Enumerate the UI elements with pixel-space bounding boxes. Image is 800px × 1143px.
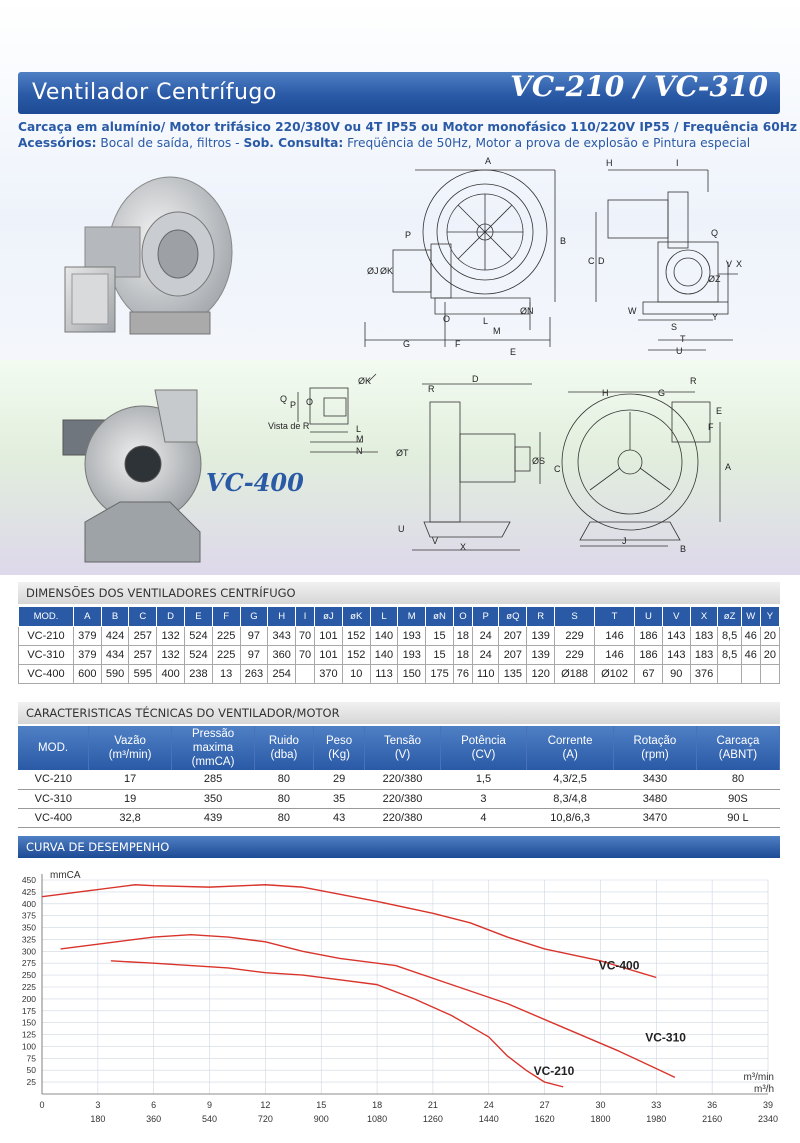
y-tick-label: 350 [21, 922, 36, 933]
x-tick-label: 3 [95, 1100, 101, 1110]
table-cell: 140 [370, 627, 398, 646]
dim-label-s: S [671, 322, 678, 332]
x2-tick-label: 1980 [646, 1114, 667, 1124]
table-cell: 220/380 [365, 808, 440, 827]
y-tick-label: 50 [26, 1065, 36, 1076]
dim-label-v400: V [432, 536, 439, 546]
table-cell: VC-310 [19, 646, 74, 665]
table-cell: 90 [662, 665, 690, 684]
x-tick-label: 12 [260, 1100, 271, 1110]
table-cell: 524 [185, 646, 213, 665]
y-tick-label: 275 [21, 958, 36, 969]
table-cell: VC-210 [18, 770, 89, 789]
dim-label-x: X [736, 259, 743, 269]
dim-label-b400: B [680, 544, 687, 554]
table-cell: 285 [172, 770, 255, 789]
x2-tick-label: 1620 [534, 1114, 555, 1124]
table-cell: 590 [101, 665, 129, 684]
y-tick-label: 200 [21, 993, 36, 1004]
dim-header-cell: Y [760, 607, 779, 627]
table-cell: 120 [527, 665, 555, 684]
table-row [19, 627, 780, 646]
table-cell: 225 [212, 646, 240, 665]
table-cell: 1,5 [440, 770, 527, 789]
table-cell: 434 [101, 646, 129, 665]
dim-label-x400: X [460, 542, 467, 552]
x2-tick-label: 720 [257, 1114, 273, 1124]
table-cell: 225 [212, 627, 240, 646]
dim-label-a: A [485, 156, 492, 166]
tech-header-cell: Potência (CV) [440, 726, 527, 770]
vc-400-outlet-drawing [268, 372, 388, 462]
dim-header-cell: øJ [315, 607, 343, 627]
dim-header-cell: D [157, 607, 185, 627]
x2-tick-label: 180 [90, 1114, 106, 1124]
dimensions-header-row [19, 607, 780, 627]
table-cell: 150 [398, 665, 426, 684]
tech-header-cell: Vazão (m³/min) [89, 726, 172, 770]
x-tick-label: 24 [483, 1100, 494, 1110]
x2-tick-label: 1260 [422, 1114, 443, 1124]
series-label-vc-310: VC-310 [645, 1030, 686, 1045]
dim-header-cell: MOD. [19, 607, 74, 627]
dim-label-p: P [405, 230, 412, 240]
x-tick-label: 33 [651, 1100, 662, 1110]
x2-tick-label: 2160 [702, 1114, 723, 1124]
table-cell: 186 [635, 646, 663, 665]
dim-label-g400: G [658, 388, 666, 398]
dim-label-a400: A [725, 462, 732, 472]
table-cell: VC-400 [19, 665, 74, 684]
dim-label-os400: ØS [532, 456, 546, 466]
tech-header-cell: Rotação (rpm) [613, 726, 696, 770]
vc-210-front-drawing [355, 152, 580, 360]
table-cell: VC-210 [19, 627, 74, 646]
table-cell: 152 [342, 646, 370, 665]
dim-label-g: G [403, 339, 411, 349]
table-cell: 139 [527, 646, 555, 665]
dim-label-on: ØN [520, 306, 534, 316]
table-cell: 29 [313, 770, 365, 789]
table-cell: 8,5 [718, 646, 741, 665]
table-cell: 19 [89, 789, 172, 808]
table-cell: 146 [595, 627, 635, 646]
x-tick-label: 36 [707, 1100, 718, 1110]
table-cell: 229 [555, 627, 595, 646]
dim-label-f400: F [708, 422, 714, 432]
x-tick-label: 39 [762, 1100, 774, 1110]
table-cell: 3480 [613, 789, 696, 808]
table-cell: 10,8/6,3 [527, 808, 614, 827]
table-cell: 229 [555, 646, 595, 665]
tech-header-cell: Corrente (A) [527, 726, 614, 770]
tech-header-cell: Pressão maxima (mmCA) [172, 726, 255, 770]
y-tick-label: 300 [21, 946, 36, 957]
table-cell: 35 [313, 789, 365, 808]
y-tick-label: 150 [21, 1017, 36, 1028]
table-cell: 257 [129, 646, 157, 665]
table-cell: 132 [157, 627, 185, 646]
tech-header-cell: Tensão (V) [365, 726, 440, 770]
y-axis-label: mmCA [50, 870, 81, 881]
dim-header-cell: G [240, 607, 268, 627]
dim-label-c: C [588, 256, 595, 266]
dim-label-b: B [560, 236, 567, 246]
table-cell: 3430 [613, 770, 696, 789]
x-tick-label: 18 [372, 1100, 383, 1110]
table-cell: 143 [662, 646, 690, 665]
dim-label-l400: L [356, 424, 362, 434]
dim-label-oj: ØJ [367, 266, 379, 276]
table-cell: 600 [73, 665, 101, 684]
table-cell: 207 [499, 646, 527, 665]
dim-header-cell: øZ [718, 607, 741, 627]
dim-header-cell: R [527, 607, 555, 627]
tech-header-cell: Carcaça (ABNT) [696, 726, 779, 770]
table-cell: Ø188 [555, 665, 595, 684]
table-cell: 4,3/2,5 [527, 770, 614, 789]
dimensions-table [18, 606, 780, 684]
vc-400-model-label: VC-400 [206, 468, 304, 497]
dim-label-ok: ØK [380, 266, 394, 276]
dim-label-u: U [676, 346, 683, 356]
dim-header-cell: øQ [499, 607, 527, 627]
table-cell: 132 [157, 646, 185, 665]
table-cell: 350 [172, 789, 255, 808]
dim-header-cell: E [185, 607, 213, 627]
dim-label-r400b: R [690, 376, 697, 386]
table-cell: 24 [472, 627, 499, 646]
x2-tick-label: 540 [202, 1114, 218, 1124]
table-cell: 220/380 [365, 770, 440, 789]
table-cell: 80 [255, 808, 314, 827]
table-cell: 17 [89, 770, 172, 789]
x-tick-label: 21 [427, 1100, 438, 1110]
table-cell: 70 [296, 646, 315, 665]
accessories-label: Acessórios: [18, 136, 97, 150]
x-tick-label: 9 [207, 1100, 213, 1110]
y-tick-label: 250 [21, 970, 36, 981]
dim-label-d: D [598, 256, 605, 266]
table-cell: 238 [185, 665, 213, 684]
y-tick-label: 125 [21, 1029, 36, 1040]
y-tick-label: 175 [21, 1005, 36, 1016]
table-cell: 18 [453, 627, 472, 646]
dim-label-ok400: ØK [358, 376, 372, 386]
consult-text: Freqüência de 50Hz, Motor a prova de explosão e Pintura especial [343, 136, 751, 150]
x2-tick-label: 1800 [590, 1114, 611, 1124]
series-label-vc-210: VC-210 [533, 1063, 575, 1078]
vc-400-front-drawing [550, 372, 750, 557]
vc-210-product-photo [60, 172, 235, 342]
dim-label-d400: D [472, 374, 479, 384]
x2-tick-label: 1440 [478, 1114, 499, 1124]
x-tick-label: 0 [39, 1100, 45, 1110]
technical-header-row [18, 726, 780, 770]
dim-header-cell: W [741, 607, 760, 627]
dim-label-c400: C [554, 464, 561, 474]
table-cell: 101 [315, 646, 343, 665]
table-cell: 257 [129, 627, 157, 646]
table-cell: 183 [690, 646, 718, 665]
dim-label-l: L [483, 316, 489, 326]
table-cell: 67 [635, 665, 663, 684]
table-cell: 90S [696, 789, 779, 808]
table-cell: 254 [268, 665, 296, 684]
table-cell: 46 [741, 646, 760, 665]
dim-label-m400: M [356, 434, 364, 444]
technical-table [18, 726, 780, 828]
dim-header-cell: H [268, 607, 296, 627]
model-title: VC-210 / VC-310 [510, 70, 768, 103]
table-cell: 376 [690, 665, 718, 684]
table-cell: 370 [315, 665, 343, 684]
dim-header-cell: V [662, 607, 690, 627]
table-cell: 46 [741, 627, 760, 646]
table-cell: 379 [73, 646, 101, 665]
dim-header-cell: T [595, 607, 635, 627]
dim-label-h400: H [602, 388, 609, 398]
series-label-vc-400: VC-400 [598, 958, 640, 973]
dim-label-f: F [455, 339, 461, 349]
table-cell: 193 [398, 627, 426, 646]
dim-label-w: W [628, 306, 637, 316]
table-cell: 424 [101, 627, 129, 646]
dim-label-j400: J [622, 536, 627, 546]
table-cell: Ø102 [595, 665, 635, 684]
performance-curve-chart [0, 858, 800, 1143]
y-tick-label: 225 [21, 982, 36, 992]
table-cell: 80 [255, 789, 314, 808]
table-cell: 3 [440, 789, 527, 808]
table-cell: 439 [172, 808, 255, 827]
dim-header-cell: U [635, 607, 663, 627]
table-row [19, 665, 780, 684]
table-row [18, 808, 780, 827]
table-cell: 263 [240, 665, 268, 684]
x-tick-label: 6 [151, 1100, 157, 1110]
table-cell: 379 [73, 627, 101, 646]
table-cell: VC-310 [18, 789, 89, 808]
series-line-vc-310 [61, 935, 675, 1078]
table-cell: 524 [185, 627, 213, 646]
consult-label: Sob. Consulta: [243, 136, 344, 150]
x-tick-label: 27 [539, 1100, 550, 1110]
table-cell: 18 [453, 646, 472, 665]
table-cell: 80 [696, 770, 779, 789]
y-tick-label: 400 [21, 898, 36, 909]
dim-header-cell: P [472, 607, 499, 627]
dim-label-e: E [510, 347, 517, 357]
table-cell [760, 665, 779, 684]
dim-label-u400: U [398, 524, 405, 534]
tech-header-cell: Ruido (dba) [255, 726, 314, 770]
dim-header-cell: C [129, 607, 157, 627]
table-cell: 97 [240, 627, 268, 646]
description-line-2 [18, 136, 750, 150]
dim-header-cell: F [212, 607, 240, 627]
x2-tick-label: 900 [313, 1114, 329, 1124]
table-cell: 207 [499, 627, 527, 646]
table-row [19, 646, 780, 665]
table-cell: 400 [157, 665, 185, 684]
dimensions-section-title: DIMENSÕES DOS VENTILADORES CENTRÍFUGO [18, 582, 780, 604]
description-line-1: Carcaça em alumínio/ Motor trifásico 220/380V ou 4T IP55 ou Motor monofásico 110/220V IP55 / Frequência 60Hz [18, 120, 797, 134]
accessories-text: Bocal de saída, filtros - [96, 136, 244, 150]
table-cell: 183 [690, 627, 718, 646]
dim-label-v: V [726, 259, 733, 269]
tech-header-cell: Peso (Kg) [313, 726, 365, 770]
table-row [18, 770, 780, 789]
table-cell: 135 [499, 665, 527, 684]
table-cell: 4 [440, 808, 527, 827]
table-cell: 3470 [613, 808, 696, 827]
table-cell [718, 665, 741, 684]
dim-label-p400: P [290, 400, 297, 410]
table-cell: 193 [398, 646, 426, 665]
dim-label-e400: E [716, 406, 723, 416]
table-cell: 76 [453, 665, 472, 684]
dim-header-cell: B [101, 607, 129, 627]
table-cell: 143 [662, 627, 690, 646]
dim-label-o400: O [306, 397, 314, 407]
x-axis-label: m³/min [743, 1072, 774, 1083]
x2-tick-label: 2340 [757, 1114, 779, 1124]
dim-label-q400: Q [280, 394, 288, 404]
table-cell: 110 [472, 665, 499, 684]
dim-header-cell: øN [426, 607, 454, 627]
table-cell: 8,5 [718, 627, 741, 646]
dim-header-cell: X [690, 607, 718, 627]
table-cell: 10 [342, 665, 370, 684]
table-cell: 20 [760, 646, 779, 665]
table-cell: 146 [595, 646, 635, 665]
table-cell: 175 [426, 665, 454, 684]
dim-header-cell: O [453, 607, 472, 627]
y-tick-label: 25 [26, 1077, 36, 1088]
x2-tick-label: 360 [146, 1114, 162, 1124]
tech-header-cell: MOD. [18, 726, 89, 770]
dim-label-ot400: ØT [396, 448, 409, 458]
table-cell: 15 [426, 627, 454, 646]
table-cell [296, 665, 315, 684]
x-tick-label: 30 [595, 1100, 606, 1110]
table-cell: 101 [315, 627, 343, 646]
table-cell [741, 665, 760, 684]
dim-label-q: Q [711, 228, 719, 238]
page-title: Ventilador Centrífugo [32, 80, 277, 105]
table-cell: 140 [370, 646, 398, 665]
series-line-vc-210 [111, 961, 563, 1087]
table-cell: 13 [212, 665, 240, 684]
vista-r-label: Vista de R [268, 421, 310, 431]
curve-section-title: CURVA DE DESEMPENHO [18, 836, 780, 858]
table-cell: 20 [760, 627, 779, 646]
y-tick-label: 450 [21, 875, 36, 885]
table-cell: 15 [426, 646, 454, 665]
technical-section-title: CARACTERISTICAS TÉCNICAS DO VENTILADOR/MOTOR [18, 702, 780, 724]
vc-210-side-drawing [588, 152, 793, 360]
dim-label-h: H [606, 158, 613, 168]
table-cell: 80 [255, 770, 314, 789]
table-cell: VC-400 [18, 808, 89, 827]
x2-tick-label: 1080 [367, 1114, 388, 1124]
dim-header-cell: A [73, 607, 101, 627]
y-tick-label: 100 [21, 1041, 36, 1052]
dim-header-cell: M [398, 607, 426, 627]
y-tick-label: 425 [21, 886, 36, 897]
dim-header-cell: øK [342, 607, 370, 627]
table-cell: 24 [472, 646, 499, 665]
table-cell: 8,3/4,8 [527, 789, 614, 808]
table-cell: 97 [240, 646, 268, 665]
dim-header-cell: I [296, 607, 315, 627]
dim-label-n400: N [356, 446, 363, 456]
table-cell: 43 [313, 808, 365, 827]
table-cell: 595 [129, 665, 157, 684]
x-axis-label-2: m³/h [754, 1084, 774, 1095]
table-cell: 70 [296, 627, 315, 646]
table-cell: 90 L [696, 808, 779, 827]
vc-400-side-drawing [392, 372, 552, 557]
table-row [18, 789, 780, 808]
y-tick-label: 75 [26, 1053, 36, 1064]
table-cell: 152 [342, 627, 370, 646]
table-cell: 32,8 [89, 808, 172, 827]
table-cell: 139 [527, 627, 555, 646]
table-cell: 360 [268, 646, 296, 665]
dim-label-t: T [680, 334, 686, 344]
x-tick-label: 15 [316, 1100, 327, 1110]
dim-header-cell: S [555, 607, 595, 627]
dim-label-m: M [493, 326, 501, 336]
dim-header-cell: L [370, 607, 398, 627]
dim-label-o: O [443, 314, 451, 324]
dim-label-y: Y [712, 312, 719, 322]
table-cell: 186 [635, 627, 663, 646]
vc-400-product-photo [55, 382, 205, 570]
table-cell: 343 [268, 627, 296, 646]
table-cell: 113 [370, 665, 398, 684]
dim-label-r400: R [428, 384, 435, 394]
dim-label-oz: ØZ [708, 274, 721, 284]
series-line-vc-400 [42, 885, 656, 978]
table-cell: 220/380 [365, 789, 440, 808]
y-tick-label: 375 [21, 910, 36, 921]
dim-label-i: I [676, 158, 679, 168]
y-tick-label: 325 [21, 934, 36, 945]
